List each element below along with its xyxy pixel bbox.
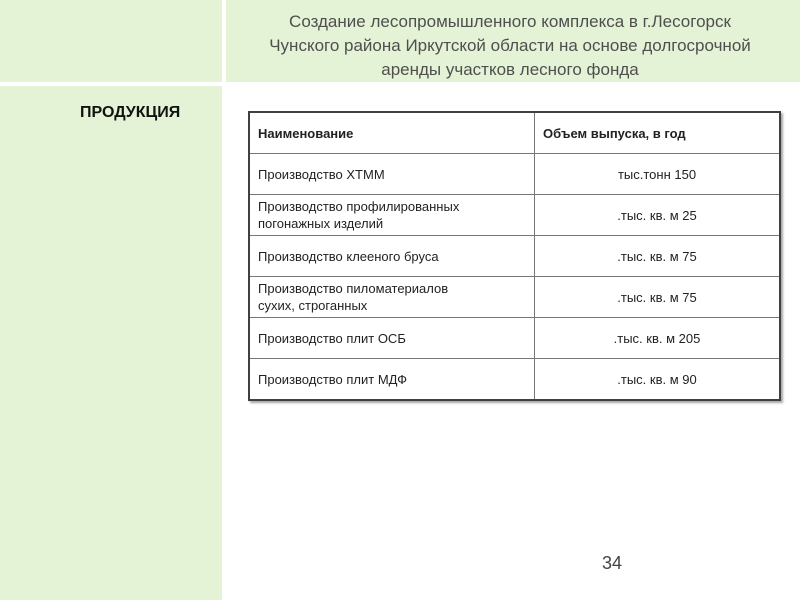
table-row — [249, 318, 780, 359]
product-name-cell — [249, 154, 535, 195]
slide-title-line-3: аренды участков лесного фонда — [381, 60, 639, 79]
header-volume: Объем выпуска, в год — [535, 112, 781, 154]
slide-title-line-1: Создание лесопромышленного комплекса в г.Лесогорск — [289, 12, 731, 31]
product-name-cell — [249, 318, 535, 359]
product-volume-cell: .тыс. кв. м 25 — [535, 195, 781, 236]
vertical-divider — [222, 0, 226, 600]
table-row — [249, 359, 780, 401]
product-name-line-2: сухих, строганных — [258, 298, 368, 313]
slide-title-line-2: Чунского района Иркутской области на основе долгосрочной — [269, 36, 751, 55]
left-panel — [0, 0, 222, 600]
product-volume-cell: тыс.тонн 150 — [535, 154, 781, 195]
table-row — [249, 195, 780, 236]
products-table — [248, 111, 781, 401]
slide-title — [232, 10, 788, 82]
product-volume-cell: .тыс. кв. м 75 — [535, 236, 781, 277]
product-name-cell — [249, 359, 535, 401]
product-name-line-1: Производство профилированных — [258, 199, 460, 214]
product-name: Производство плит ОСБ — [258, 330, 406, 346]
section-label: ПРОДУКЦИЯ — [80, 104, 181, 121]
table-row — [249, 154, 780, 195]
table-row — [249, 277, 780, 318]
product-volume-cell: .тыс. кв. м 75 — [535, 277, 781, 318]
header-name: Наименование — [249, 112, 535, 154]
product-name-line-2: погонажных изделий — [258, 216, 384, 231]
table-row — [249, 236, 780, 277]
product-name: Производство ХТММ — [258, 166, 385, 182]
product-name-cell — [249, 195, 535, 236]
horizontal-divider — [0, 82, 800, 86]
product-name-line-1: Производство пиломатериалов — [258, 281, 449, 296]
product-name: Производство клееного бруса — [258, 248, 439, 264]
product-name: Производство плит МДФ — [258, 371, 408, 387]
product-name-cell — [249, 277, 535, 318]
page-number: 34 — [602, 553, 623, 573]
product-volume-cell: .тыс. кв. м 90 — [535, 359, 781, 401]
product-volume-cell: .тыс. кв. м 205 — [535, 318, 781, 359]
product-name-cell — [249, 236, 535, 277]
table-header-row — [249, 112, 780, 154]
